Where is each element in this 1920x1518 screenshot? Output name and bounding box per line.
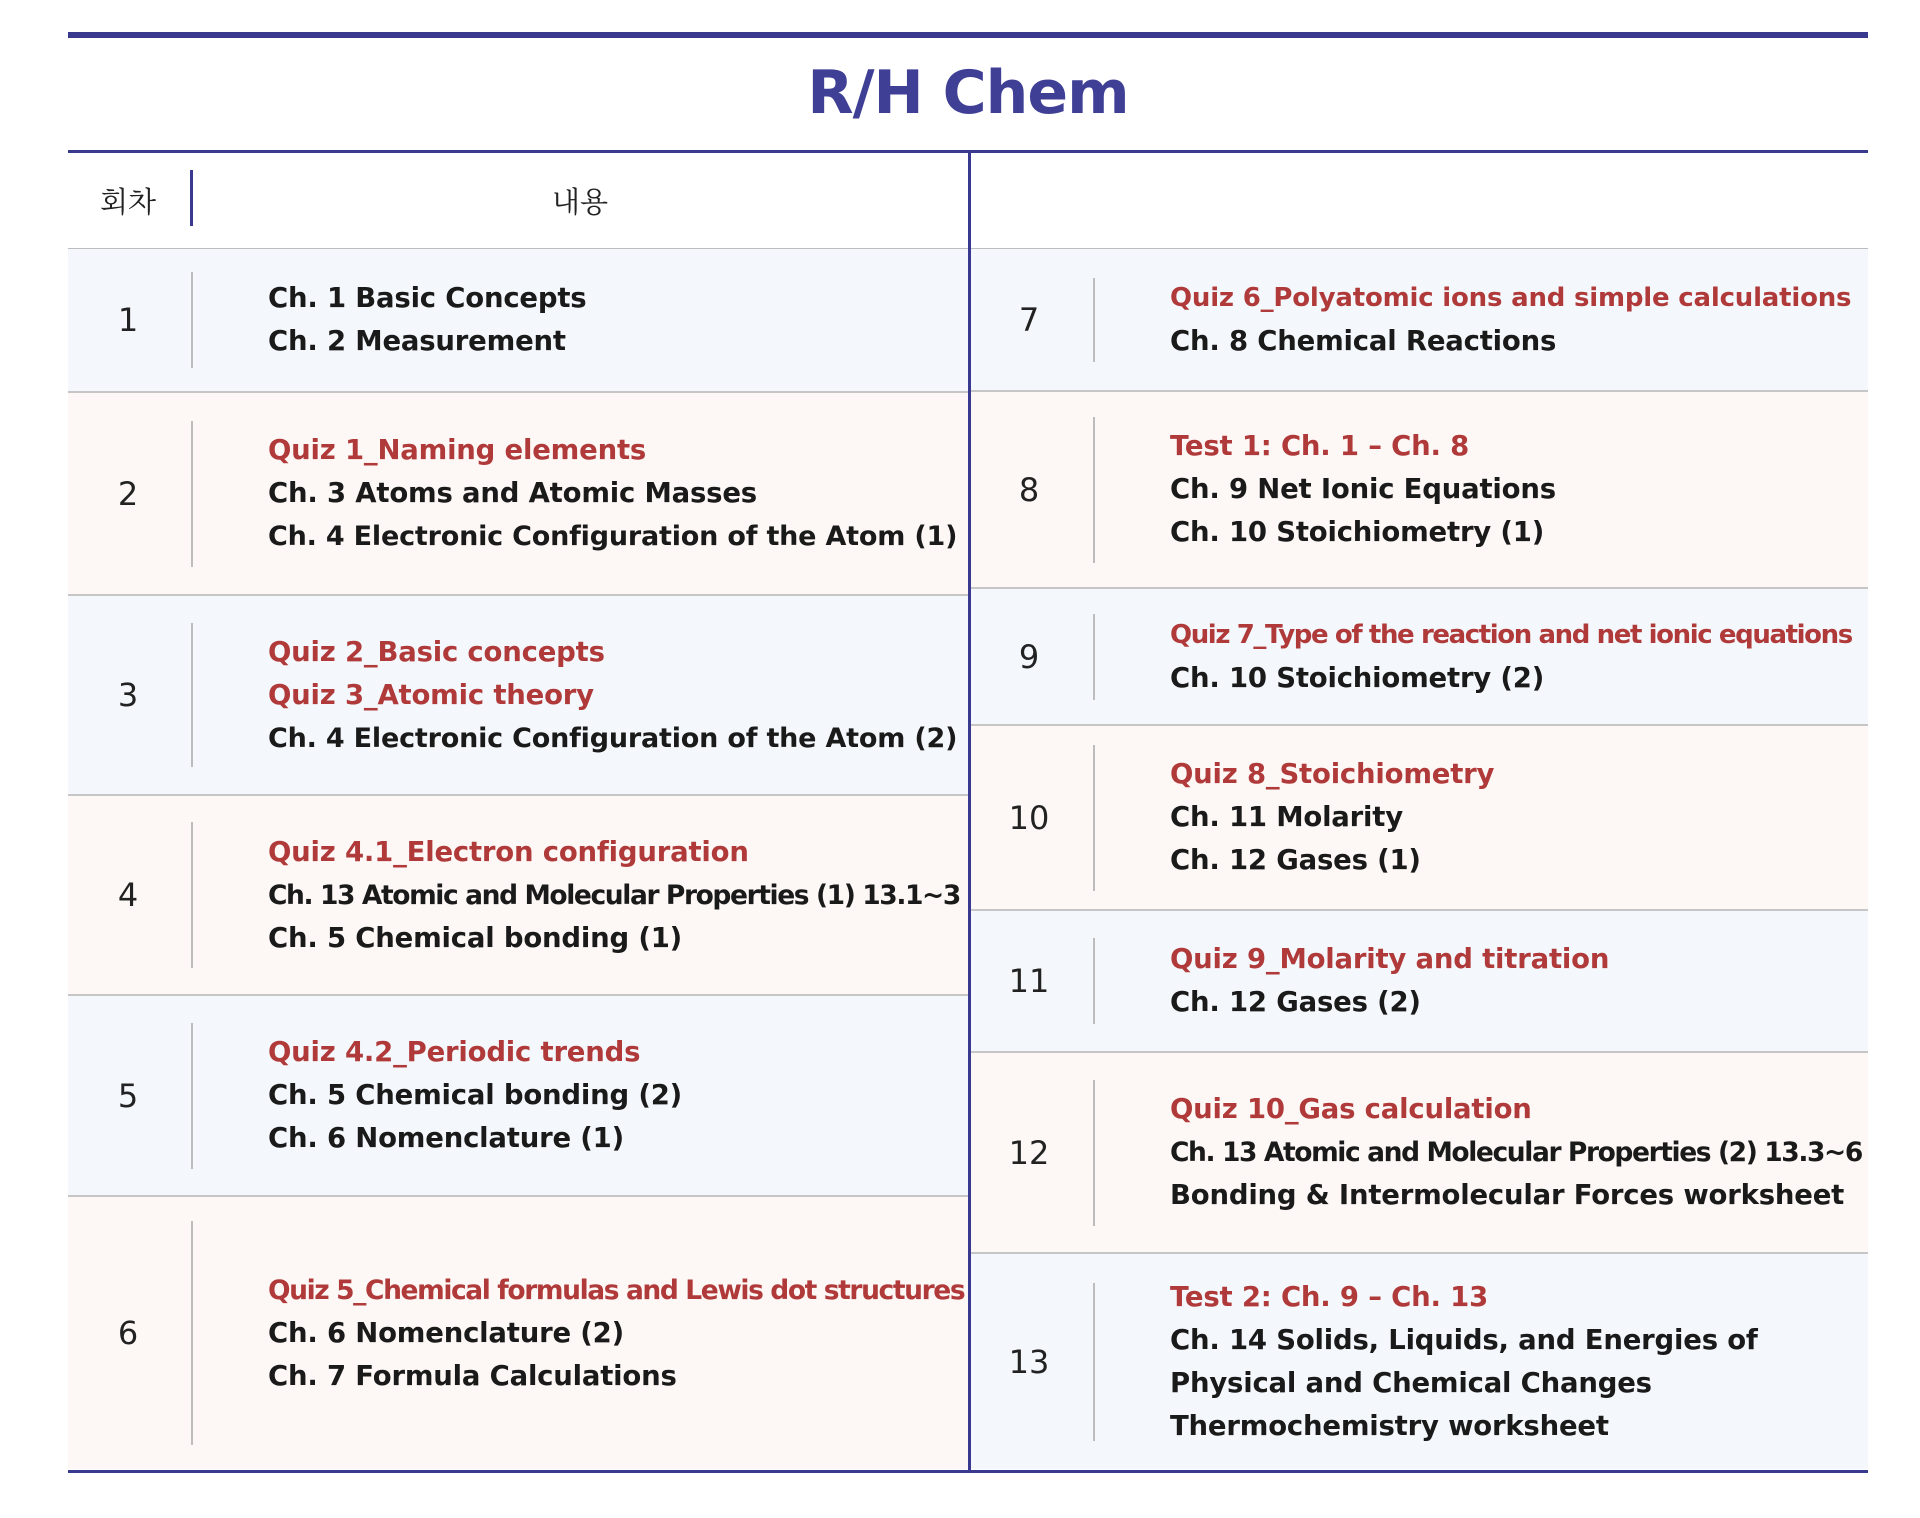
session-content (1170, 589, 1864, 724)
session-number: 12 (1008, 1133, 1050, 1172)
session-number: 7 (1018, 300, 1040, 339)
schedule-row (971, 589, 1868, 726)
schedule-row (971, 1053, 1868, 1254)
schedule-row (971, 911, 1868, 1053)
session-number: 2 (117, 474, 139, 513)
center-divider (968, 152, 971, 1472)
row-separator (1093, 745, 1095, 891)
assessment-line: Quiz 5_Chemical formulas and Lewis dot structures (268, 1274, 965, 1306)
schedule-row (68, 996, 968, 1197)
schedule-row (971, 249, 1868, 392)
session-content (268, 393, 964, 594)
chapter-line: Bonding & Intermolecular Forces worksheet (1170, 1179, 1845, 1211)
session-content (268, 796, 964, 994)
chapter-line: Ch. 5 Chemical bonding (2) (268, 1079, 683, 1111)
chapter-line: Ch. 11 Molarity (1170, 801, 1403, 833)
row-separator (1093, 1080, 1095, 1226)
chapter-line: Ch. 4 Electronic Configuration of the Atom (2) (268, 722, 958, 754)
session-content (1170, 1254, 1864, 1469)
schedule-row (68, 1197, 968, 1469)
schedule-column-right (971, 249, 1868, 1469)
assessment-line: Quiz 7_Type of the reaction and net ionic equations (1170, 619, 1852, 650)
assessment-line: Quiz 9_Molarity and titration (1170, 943, 1610, 975)
assessment-line: Quiz 10_Gas calculation (1170, 1093, 1532, 1125)
row-separator (191, 421, 193, 567)
chapter-line: Ch. 2 Measurement (268, 325, 566, 357)
session-number: 4 (117, 876, 139, 914)
schedule-row (971, 1254, 1868, 1469)
schedule-row (971, 392, 1868, 589)
session-number: 1 (117, 301, 139, 339)
session-content (268, 596, 964, 794)
chapter-line: Ch. 10 Stoichiometry (2) (1170, 661, 1545, 694)
schedule-row (68, 393, 968, 596)
row-separator (1093, 938, 1095, 1024)
session-content (1170, 392, 1864, 587)
chapter-line: Physical and Chemical Changes (1170, 1366, 1652, 1399)
schedule-row (68, 796, 968, 996)
chapter-line: Ch. 9 Net Ionic Equations (1170, 473, 1556, 505)
session-number: 6 (117, 1314, 139, 1352)
chapter-line: Ch. 6 Nomenclature (2) (268, 1316, 624, 1349)
session-number: 3 (117, 676, 139, 714)
session-content (1170, 249, 1864, 390)
chapter-line: Ch. 6 Nomenclature (1) (268, 1122, 624, 1154)
assessment-line: Test 2: Ch. 9 – Ch. 13 (1170, 1280, 1489, 1313)
chapter-line: Ch. 1 Basic Concepts (268, 282, 587, 314)
assessment-line: Quiz 3_Atomic theory (268, 678, 594, 711)
header-session-label: 회차 (99, 184, 157, 219)
schedule-row (971, 726, 1868, 911)
header-content-label: 내용 (551, 184, 609, 219)
assessment-line: Quiz 8_Stoichiometry (1170, 758, 1495, 790)
chapter-line: Ch. 4 Electronic Configuration of the Atom (1) (268, 521, 958, 552)
top-rule (68, 32, 1868, 38)
assessment-line: Quiz 4.2_Periodic trends (268, 1036, 641, 1068)
assessment-line: Test 1: Ch. 1 – Ch. 8 (1170, 430, 1470, 462)
assessment-line: Quiz 1_Naming elements (268, 434, 647, 466)
row-separator (1093, 417, 1095, 563)
chapter-line: Ch. 7 Formula Calculations (268, 1359, 677, 1392)
row-separator (1093, 614, 1095, 700)
session-content (1170, 911, 1864, 1051)
session-number: 8 (1018, 470, 1040, 509)
chapter-line: Ch. 8 Chemical Reactions (1170, 324, 1557, 357)
chapter-line: Ch. 5 Chemical bonding (1) (268, 921, 683, 954)
row-separator (191, 822, 193, 968)
chapter-line: Ch. 3 Atoms and Atomic Masses (268, 477, 757, 509)
schedule-row (68, 596, 968, 796)
page-title: R/H Chem (807, 58, 1129, 128)
schedule-column-left (68, 249, 968, 1469)
session-content (1170, 726, 1864, 909)
session-content (268, 1197, 964, 1469)
row-separator (191, 1023, 193, 1169)
row-separator (191, 1221, 193, 1445)
chapter-line: Ch. 10 Stoichiometry (1) (1170, 516, 1545, 548)
row-separator (191, 272, 193, 368)
row-separator (1093, 278, 1095, 362)
chapter-line: Thermochemistry worksheet (1170, 1409, 1609, 1442)
assessment-line: Quiz 4.1_Electron configuration (268, 835, 749, 868)
session-number: 5 (117, 1076, 139, 1115)
bottom-rule (68, 1470, 1868, 1473)
session-content (268, 249, 964, 391)
chapter-line: Ch. 12 Gases (1) (1170, 844, 1421, 876)
chapter-line: Ch. 13 Atomic and Molecular Properties (2) 13.3~6 (1170, 1137, 1862, 1168)
assessment-line: Quiz 6_Polyatomic ions and simple calculations (1170, 282, 1852, 313)
session-content (1170, 1053, 1864, 1252)
chapter-line: Ch. 12 Gases (2) (1170, 986, 1421, 1018)
session-content (268, 996, 964, 1195)
row-separator (191, 623, 193, 767)
assessment-line: Quiz 2_Basic concepts (268, 635, 605, 668)
chapter-line: Ch. 14 Solids, Liquids, and Energies of (1170, 1323, 1758, 1356)
session-number: 9 (1018, 637, 1040, 676)
chapter-line: Ch. 13 Atomic and Molecular Properties (1) 13.1~3 (268, 879, 960, 911)
session-number: 11 (1008, 962, 1050, 1000)
row-separator (1093, 1283, 1095, 1441)
schedule-row (68, 249, 968, 393)
session-number: 13 (1008, 1342, 1050, 1381)
session-number: 10 (1008, 798, 1050, 837)
